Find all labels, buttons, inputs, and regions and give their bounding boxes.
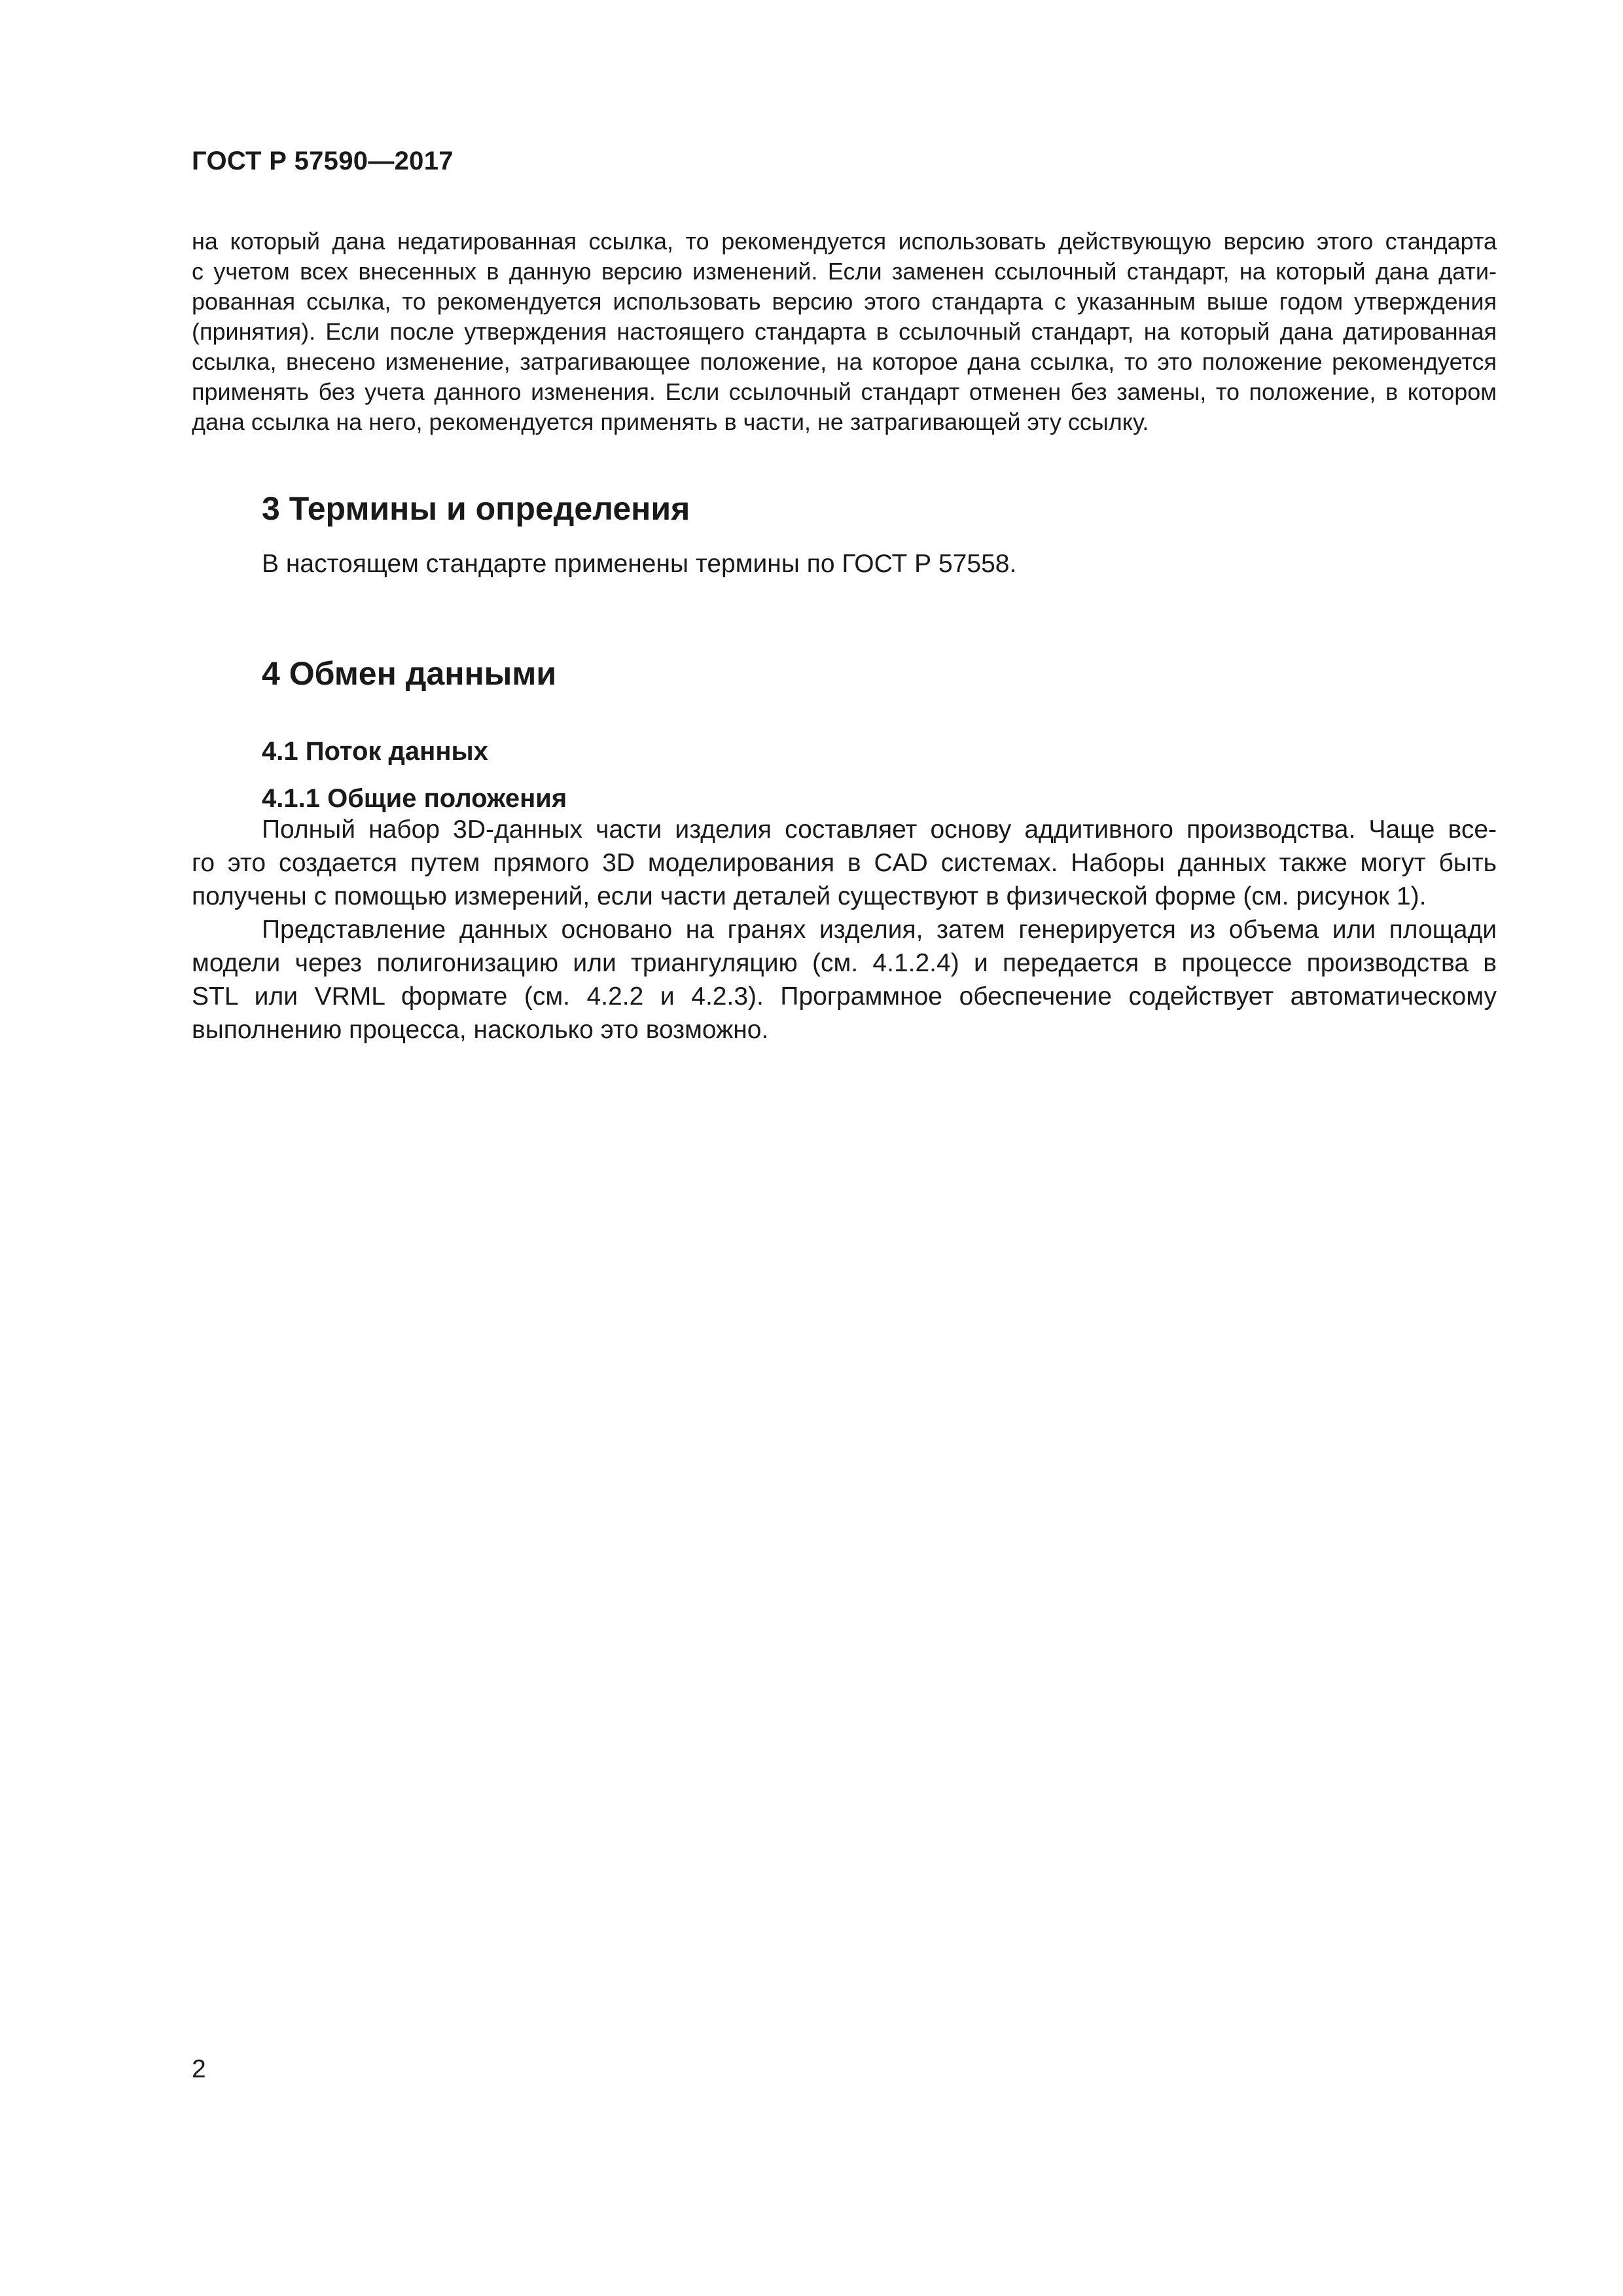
intro-line: с учетом всех внесенных в данную версию изменений. Если заменен ссылочный стандарт, на который дана дати- <box>192 258 1497 285</box>
intro-line: ссылка, внесено изменение, затрагивающее положение, на которое дана ссылка, то это положение рекомендуется <box>192 348 1497 375</box>
intro-line: рованная ссылка, то рекомендуется использовать версию этого стандарта с указанным выше годом утверждения <box>192 288 1497 315</box>
section-3-text: В настоящем стандарте применены термины по ГОСТ Р 57558. <box>262 550 1017 578</box>
body-line: STL или VRML формате (см. 4.2.2 и 4.2.3). Программное обеспечение содействует автоматическому <box>192 982 1497 1011</box>
body-line: выполнению процесса, насколько это возможно. <box>192 1016 769 1044</box>
section-4-title: 4 Обмен данными <box>262 655 557 692</box>
body-line: Представление данных основано на гранях изделия, затем генерируется из объема или площади <box>262 916 1497 944</box>
section-3-title: 3 Термины и определения <box>262 490 690 527</box>
body-line: го это создается путем прямого 3D моделирования в CAD системах. Наборы данных также могут быть <box>192 849 1497 877</box>
intro-line: дана ссылка на него, рекомендуется применять в части, не затрагивающей эту ссылку. <box>192 408 1149 435</box>
intro-line: (принятия). Если после утверждения настоящего стандарта в ссылочный стандарт, на который дана датированная <box>192 318 1497 345</box>
body-line: Полный набор 3D-данных части изделия составляет основу аддитивного производства. Чаще все- <box>262 816 1497 844</box>
body-line: модели через полигонизацию или триангуляцию (см. 4.1.2.4) и передается в процессе производства в <box>192 949 1497 977</box>
page-number: 2 <box>192 2055 206 2083</box>
subsection-4-1-1-title: 4.1.1 Общие положения <box>262 784 567 813</box>
body-line: получены с помощью измерений, если части деталей существуют в физической форме (см. рисунок 1). <box>192 882 1427 910</box>
intro-line: на который дана недатированная ссылка, то рекомендуется использовать действующую версию этого стандарта <box>192 228 1497 255</box>
subsection-4-1-title: 4.1 Поток данных <box>262 737 488 766</box>
document-number: ГОСТ Р 57590—2017 <box>192 147 454 175</box>
intro-line: применять без учета данного изменения. Если ссылочный стандарт отменен без замены, то положение, в котором <box>192 378 1497 405</box>
